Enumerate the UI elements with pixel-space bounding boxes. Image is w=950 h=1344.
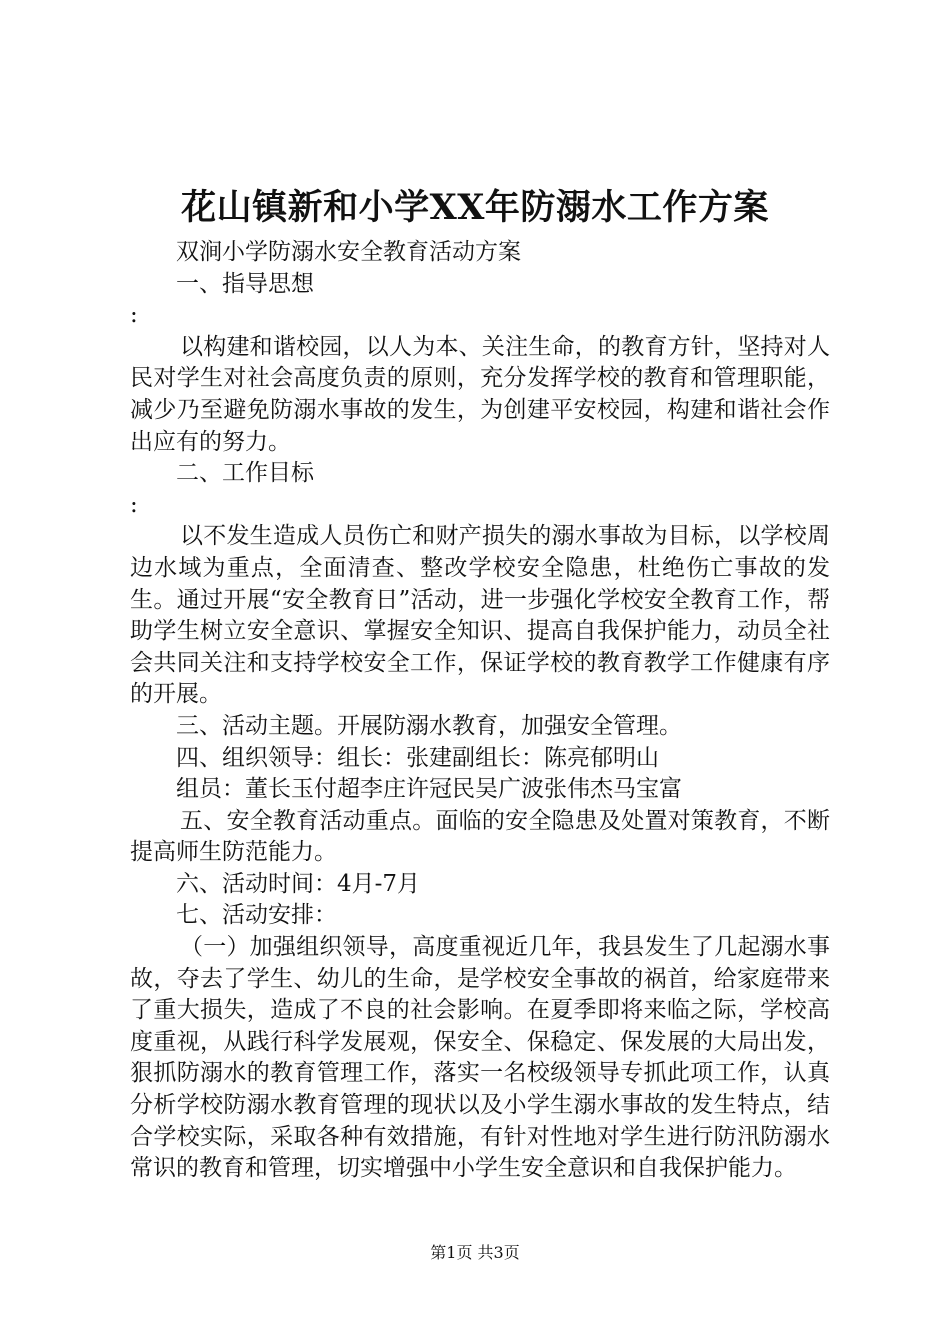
line-activity-theme: 三、活动主题。开展防溺水教育，加强安全管理。 [176,712,682,739]
paragraph-work-goal: 以不发生造成人员伤亡和财产损失的溺水事故为目标，以学校周边水域为重点，全面清查、整改学校安全隐患，杜绝伤亡事故的发生。通过开展“安全教育日”活动，进一步强化学校安全教育工作，帮助学生树立安全意识、掌握安全知识、提高自我保护能力，动员全社会共同关注和支持学校安全工作，保证学校的教育教学工作健康有序的开展。 [130,523,830,708]
section-colon: : [130,302,138,329]
paragraph-arrangement-1: （一）加强组织领导，高度重视近几年，我县发生了几起溺水事故，夺去了学生、幼儿的生命，是学校安全事故的祸首，给家庭带来了重大损失，造成了不良的社会影响。在夏季即将来临之际，学校高度重视，从践行科学发展观，保安全、保稳定、保发展的大局出发，狠抓防溺水的教育管理工作，落实一名校级领导专抓此项工作，认真分析学校防溺水教育管理的现状以及小学生溺水事故的发生特点，结合学校实际，采取各种有效措施，有针对性地对学生进行防汛防溺水常识的教育和管理，切实增强中小学生安全意识和自我保护能力。 [130,934,830,1182]
section-heading-guiding-thought: 一、指导思想 [176,270,314,297]
paragraph-education-focus: 五、安全教育活动重点。面临的安全隐患及处置对策教育，不断提高师生防范能力。 [130,807,830,866]
line-activity-time: 六、活动时间：4月-7月 [176,870,421,897]
document-subtitle: 双涧小学防溺水安全教育活动方案 [176,239,521,265]
section-heading-work-goal: 二、工作目标 [176,460,314,487]
section-colon: : [130,491,138,518]
line-activity-arrangement: 七、活动安排： [176,902,337,929]
document-body [130,237,830,1185]
document-title: 花山镇新和小学XX年防溺水工作方案 [181,187,769,228]
line-organization-leaders: 四、组织领导：组长：张建副组长：陈亮郁明山 [176,744,659,771]
line-members: 组员：董长玉付超李庄许冠民吴广波张伟杰马宝富 [176,776,682,803]
paragraph-guiding-thought: 以构建和谐校园，以人为本、关注生命，的教育方针，坚持对人民对学生对社会高度负责的原则，充分发挥学校的教育和管理职能，减少乃至避免防溺水事故的发生，为创建平安校园，构建和谐社会作出应有的努力。 [130,333,830,455]
page-footer: 第1页 共3页 [430,1243,520,1262]
